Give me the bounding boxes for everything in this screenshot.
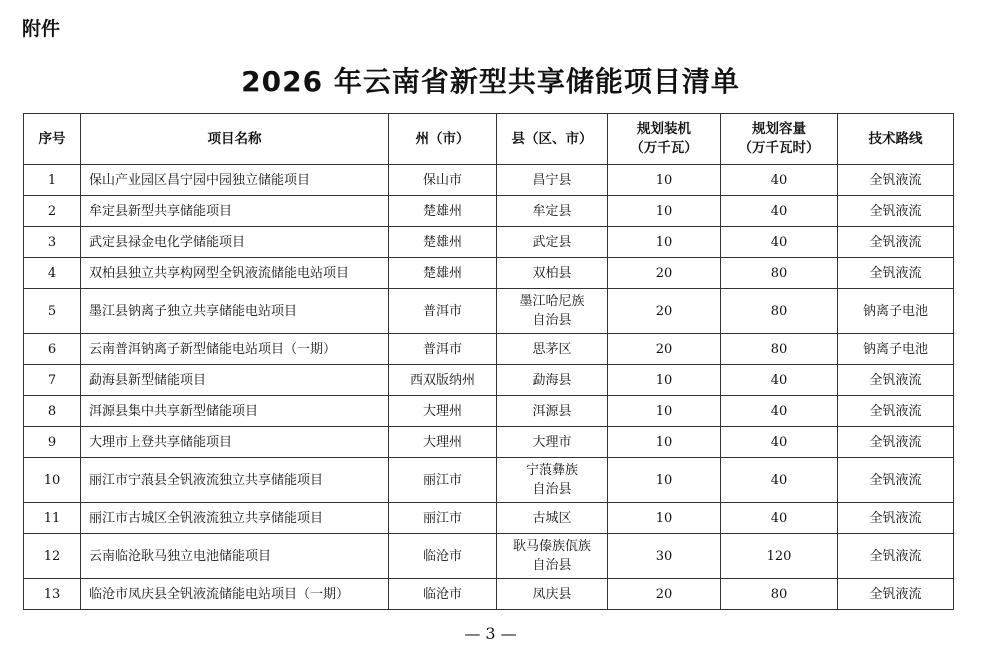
table-body <box>24 165 954 610</box>
table-row <box>24 427 954 458</box>
cell-no: 11 <box>24 503 81 534</box>
project-table <box>23 113 954 610</box>
cell-name: 牟定县新型共享储能项目 <box>81 196 389 227</box>
cell-prefecture: 楚雄州 <box>389 196 497 227</box>
cell-power: 20 <box>608 289 721 334</box>
cell-energy: 40 <box>721 427 838 458</box>
cell-county <box>497 396 608 427</box>
cell-county-line1: 昌宁县 <box>532 172 572 188</box>
cell-no: 9 <box>24 427 81 458</box>
cell-power: 10 <box>608 365 721 396</box>
cell-tech: 全钒液流 <box>838 258 954 289</box>
table-row <box>24 534 954 579</box>
cell-name: 丽江市宁蒗县全钒液流独立共享储能项目 <box>81 458 389 503</box>
table-row <box>24 503 954 534</box>
cell-county-line1: 墨江哈尼族 <box>519 294 585 309</box>
cell-name: 临沧市凤庆县全钒液流储能电站项目（一期） <box>81 579 389 610</box>
cell-no: 2 <box>24 196 81 227</box>
cell-no: 13 <box>24 579 81 610</box>
cell-county <box>497 334 608 365</box>
cell-county-line2: 自治县 <box>532 558 572 573</box>
cell-energy: 40 <box>721 365 838 396</box>
cell-energy: 40 <box>721 165 838 196</box>
cell-county-line1: 耿马傣族佤族 <box>512 539 591 554</box>
cell-county-line1: 大理市 <box>532 434 572 450</box>
cell-no: 8 <box>24 396 81 427</box>
cell-energy: 40 <box>721 227 838 258</box>
cell-energy: 40 <box>721 458 838 503</box>
cell-county-line1: 勐海县 <box>532 372 572 388</box>
cell-name: 双柏县独立共享构网型全钒液流储能电站项目 <box>81 258 389 289</box>
cell-no: 10 <box>24 458 81 503</box>
cell-no: 12 <box>24 534 81 579</box>
cell-prefecture: 西双版纳州 <box>389 365 497 396</box>
cell-energy: 80 <box>721 334 838 365</box>
cell-prefecture: 普洱市 <box>389 289 497 334</box>
cell-prefecture: 普洱市 <box>389 334 497 365</box>
cell-power: 10 <box>608 165 721 196</box>
cell-county-line2: 自治县 <box>532 482 572 497</box>
cell-power: 10 <box>608 227 721 258</box>
page-number: — 3 — <box>464 624 517 643</box>
table-row <box>24 227 954 258</box>
cell-county-line1: 双柏县 <box>532 265 572 281</box>
cell-prefecture: 大理州 <box>389 427 497 458</box>
cell-tech: 全钒液流 <box>838 396 954 427</box>
cell-tech: 钠离子电池 <box>838 289 954 334</box>
cell-county-line1: 古城区 <box>532 510 572 526</box>
cell-power: 10 <box>608 458 721 503</box>
cell-energy: 40 <box>721 503 838 534</box>
cell-power: 20 <box>608 579 721 610</box>
cell-county <box>497 579 608 610</box>
cell-name: 洱源县集中共享新型储能项目 <box>81 396 389 427</box>
cell-name: 丽江市古城区全钒液流独立共享储能项目 <box>81 503 389 534</box>
cell-name: 大理市上登共享储能项目 <box>81 427 389 458</box>
cell-county-line1: 牟定县 <box>532 203 572 219</box>
cell-power: 10 <box>608 196 721 227</box>
cell-tech: 全钒液流 <box>838 165 954 196</box>
cell-energy: 40 <box>721 396 838 427</box>
cell-power: 30 <box>608 534 721 579</box>
cell-no: 1 <box>24 165 81 196</box>
table-row <box>24 458 954 503</box>
header-power <box>608 114 721 165</box>
cell-county <box>497 196 608 227</box>
cell-prefecture: 临沧市 <box>389 579 497 610</box>
cell-power: 10 <box>608 396 721 427</box>
cell-no: 4 <box>24 258 81 289</box>
cell-name: 勐海县新型储能项目 <box>81 365 389 396</box>
cell-prefecture: 丽江市 <box>389 458 497 503</box>
cell-no: 3 <box>24 227 81 258</box>
cell-county <box>497 258 608 289</box>
cell-energy: 120 <box>721 534 838 579</box>
cell-prefecture: 临沧市 <box>389 534 497 579</box>
cell-name: 武定县禄金电化学储能项目 <box>81 227 389 258</box>
cell-prefecture: 丽江市 <box>389 503 497 534</box>
attachment-label: 附件 <box>22 18 61 40</box>
cell-energy: 80 <box>721 258 838 289</box>
cell-prefecture: 楚雄州 <box>389 227 497 258</box>
cell-no: 5 <box>24 289 81 334</box>
table-row <box>24 396 954 427</box>
table-row <box>24 365 954 396</box>
document-title: 2026 年云南省新型共享储能项目清单 <box>241 65 740 98</box>
cell-county <box>497 289 608 334</box>
cell-tech: 全钒液流 <box>838 427 954 458</box>
header-energy <box>721 114 838 165</box>
cell-prefecture: 保山市 <box>389 165 497 196</box>
header-no: 序号 <box>24 114 81 165</box>
cell-county-line1: 凤庆县 <box>532 586 572 602</box>
cell-no: 6 <box>24 334 81 365</box>
cell-name: 墨江县钠离子独立共享储能电站项目 <box>81 289 389 334</box>
cell-power: 20 <box>608 258 721 289</box>
header-county: 县（区、市） <box>497 114 608 165</box>
cell-county <box>497 427 608 458</box>
cell-tech: 全钒液流 <box>838 534 954 579</box>
header-energy-line2: （万千瓦时） <box>738 140 820 156</box>
cell-tech: 钠离子电池 <box>838 334 954 365</box>
table-header-row <box>24 114 954 165</box>
cell-name: 保山产业园区昌宁园中园独立储能项目 <box>81 165 389 196</box>
cell-prefecture: 楚雄州 <box>389 258 497 289</box>
table-row <box>24 258 954 289</box>
cell-energy: 40 <box>721 196 838 227</box>
header-power-line2: （万千瓦） <box>630 140 698 156</box>
cell-county <box>497 458 608 503</box>
table-row <box>24 334 954 365</box>
cell-name: 云南临沧耿马独立电池储能项目 <box>81 534 389 579</box>
cell-power: 20 <box>608 334 721 365</box>
table-row <box>24 165 954 196</box>
cell-prefecture: 大理州 <box>389 396 497 427</box>
cell-county <box>497 534 608 579</box>
cell-county-line1: 洱源县 <box>532 403 572 419</box>
cell-energy: 80 <box>721 289 838 334</box>
cell-county-line1: 武定县 <box>532 234 572 250</box>
cell-tech: 全钒液流 <box>838 503 954 534</box>
header-power-line1: 规划装机 <box>637 121 691 137</box>
cell-name: 云南普洱钠离子新型储能电站项目（一期） <box>81 334 389 365</box>
cell-county-line1: 宁蒗彝族 <box>525 463 578 478</box>
cell-county <box>497 503 608 534</box>
cell-tech: 全钒液流 <box>838 196 954 227</box>
cell-power: 10 <box>608 503 721 534</box>
cell-power: 10 <box>608 427 721 458</box>
cell-tech: 全钒液流 <box>838 227 954 258</box>
cell-county-line1: 思茅区 <box>532 341 572 357</box>
cell-tech: 全钒液流 <box>838 365 954 396</box>
cell-tech: 全钒液流 <box>838 458 954 503</box>
cell-county <box>497 365 608 396</box>
header-energy-line1: 规划容量 <box>752 121 806 137</box>
table-row <box>24 289 954 334</box>
cell-tech: 全钒液流 <box>838 579 954 610</box>
cell-no: 7 <box>24 365 81 396</box>
cell-county <box>497 165 608 196</box>
cell-county-line2: 自治县 <box>532 313 572 328</box>
header-tech: 技术路线 <box>838 114 954 165</box>
table-row <box>24 579 954 610</box>
cell-energy: 80 <box>721 579 838 610</box>
table-row <box>24 196 954 227</box>
header-prefecture: 州（市） <box>389 114 497 165</box>
cell-county <box>497 227 608 258</box>
header-name: 项目名称 <box>81 114 389 165</box>
